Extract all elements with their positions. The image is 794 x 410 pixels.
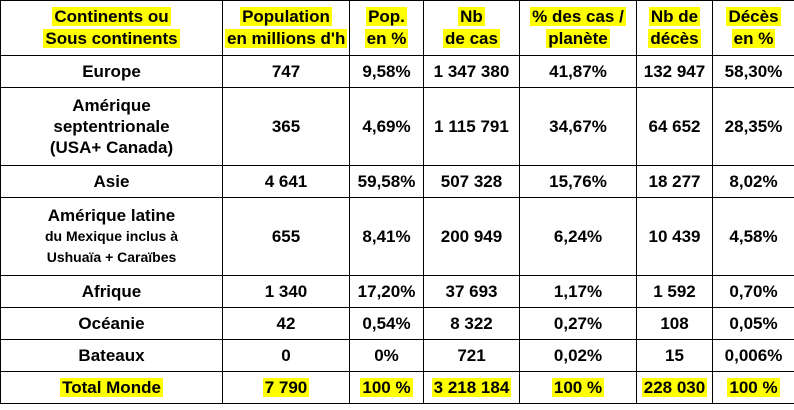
row-boats (1, 340, 794, 372)
cases-value: 507 328 (424, 166, 520, 198)
population-value: 42 (223, 308, 350, 340)
deaths-percent-value: 8,02% (713, 166, 794, 198)
header-row (1, 1, 794, 56)
region-name: Océanie (1, 308, 223, 340)
population-value: 747 (223, 56, 350, 88)
cases-percent-value: 34,67% (520, 88, 637, 166)
row-total-world (1, 372, 794, 404)
deaths-value: 10 439 (637, 198, 713, 276)
total-population: 7 790 (223, 372, 350, 404)
cases-percent-value: 1,17% (520, 276, 637, 308)
header-population: Population en millions d'h (223, 1, 350, 56)
row-africa (1, 276, 794, 308)
total-deaths: 228 030 (637, 372, 713, 404)
region-name: Amérique septentrionale (USA+ Canada) (1, 88, 223, 166)
population-percent-value: 4,69% (350, 88, 424, 166)
cases-value: 1 115 791 (424, 88, 520, 166)
deaths-value: 18 277 (637, 166, 713, 198)
cases-value: 721 (424, 340, 520, 372)
total-label: Total Monde (1, 372, 223, 404)
header-pop-percent: Pop. en % (350, 1, 424, 56)
deaths-percent-value: 0,70% (713, 276, 794, 308)
region-name: Europe (1, 56, 223, 88)
population-value: 0 (223, 340, 350, 372)
region-name: Bateaux (1, 340, 223, 372)
population-percent-value: 17,20% (350, 276, 424, 308)
region-name: Asie (1, 166, 223, 198)
cases-value: 1 347 380 (424, 56, 520, 88)
total-cases-percent: 100 % (520, 372, 637, 404)
population-percent-value: 59,58% (350, 166, 424, 198)
region-name: Afrique (1, 276, 223, 308)
row-latin-america (1, 198, 794, 276)
row-oceania (1, 308, 794, 340)
total-deaths-percent: 100 % (713, 372, 794, 404)
header-deaths: Nb de décès (637, 1, 713, 56)
row-europe (1, 56, 794, 88)
header-cases-percent: % des cas / planète (520, 1, 637, 56)
cases-value: 200 949 (424, 198, 520, 276)
population-percent-value: 9,58% (350, 56, 424, 88)
cases-value: 8 322 (424, 308, 520, 340)
cases-value: 37 693 (424, 276, 520, 308)
population-percent-value: 0% (350, 340, 424, 372)
deaths-percent-value: 4,58% (713, 198, 794, 276)
row-north-america (1, 88, 794, 166)
total-population-percent: 100 % (350, 372, 424, 404)
deaths-value: 108 (637, 308, 713, 340)
deaths-percent-value: 28,35% (713, 88, 794, 166)
deaths-value: 15 (637, 340, 713, 372)
deaths-value: 132 947 (637, 56, 713, 88)
total-cases: 3 218 184 (424, 372, 520, 404)
cases-percent-value: 0,02% (520, 340, 637, 372)
population-percent-value: 8,41% (350, 198, 424, 276)
population-value: 4 641 (223, 166, 350, 198)
population-percent-value: 0,54% (350, 308, 424, 340)
cases-percent-value: 0,27% (520, 308, 637, 340)
population-value: 1 340 (223, 276, 350, 308)
cases-percent-value: 6,24% (520, 198, 637, 276)
population-value: 365 (223, 88, 350, 166)
deaths-value: 1 592 (637, 276, 713, 308)
cases-percent-value: 15,76% (520, 166, 637, 198)
deaths-percent-value: 0,006% (713, 340, 794, 372)
row-asia (1, 166, 794, 198)
region-name: Amérique latine du Mexique inclus à Ushuaïa + Caraïbes (1, 198, 223, 276)
header-continents: Continents ou Sous continents (1, 1, 223, 56)
header-cases: Nb de cas (424, 1, 520, 56)
deaths-value: 64 652 (637, 88, 713, 166)
deaths-percent-value: 0,05% (713, 308, 794, 340)
header-deaths-percent: Décès en % (713, 1, 794, 56)
deaths-percent-value: 58,30% (713, 56, 794, 88)
cases-percent-value: 41,87% (520, 56, 637, 88)
population-value: 655 (223, 198, 350, 276)
